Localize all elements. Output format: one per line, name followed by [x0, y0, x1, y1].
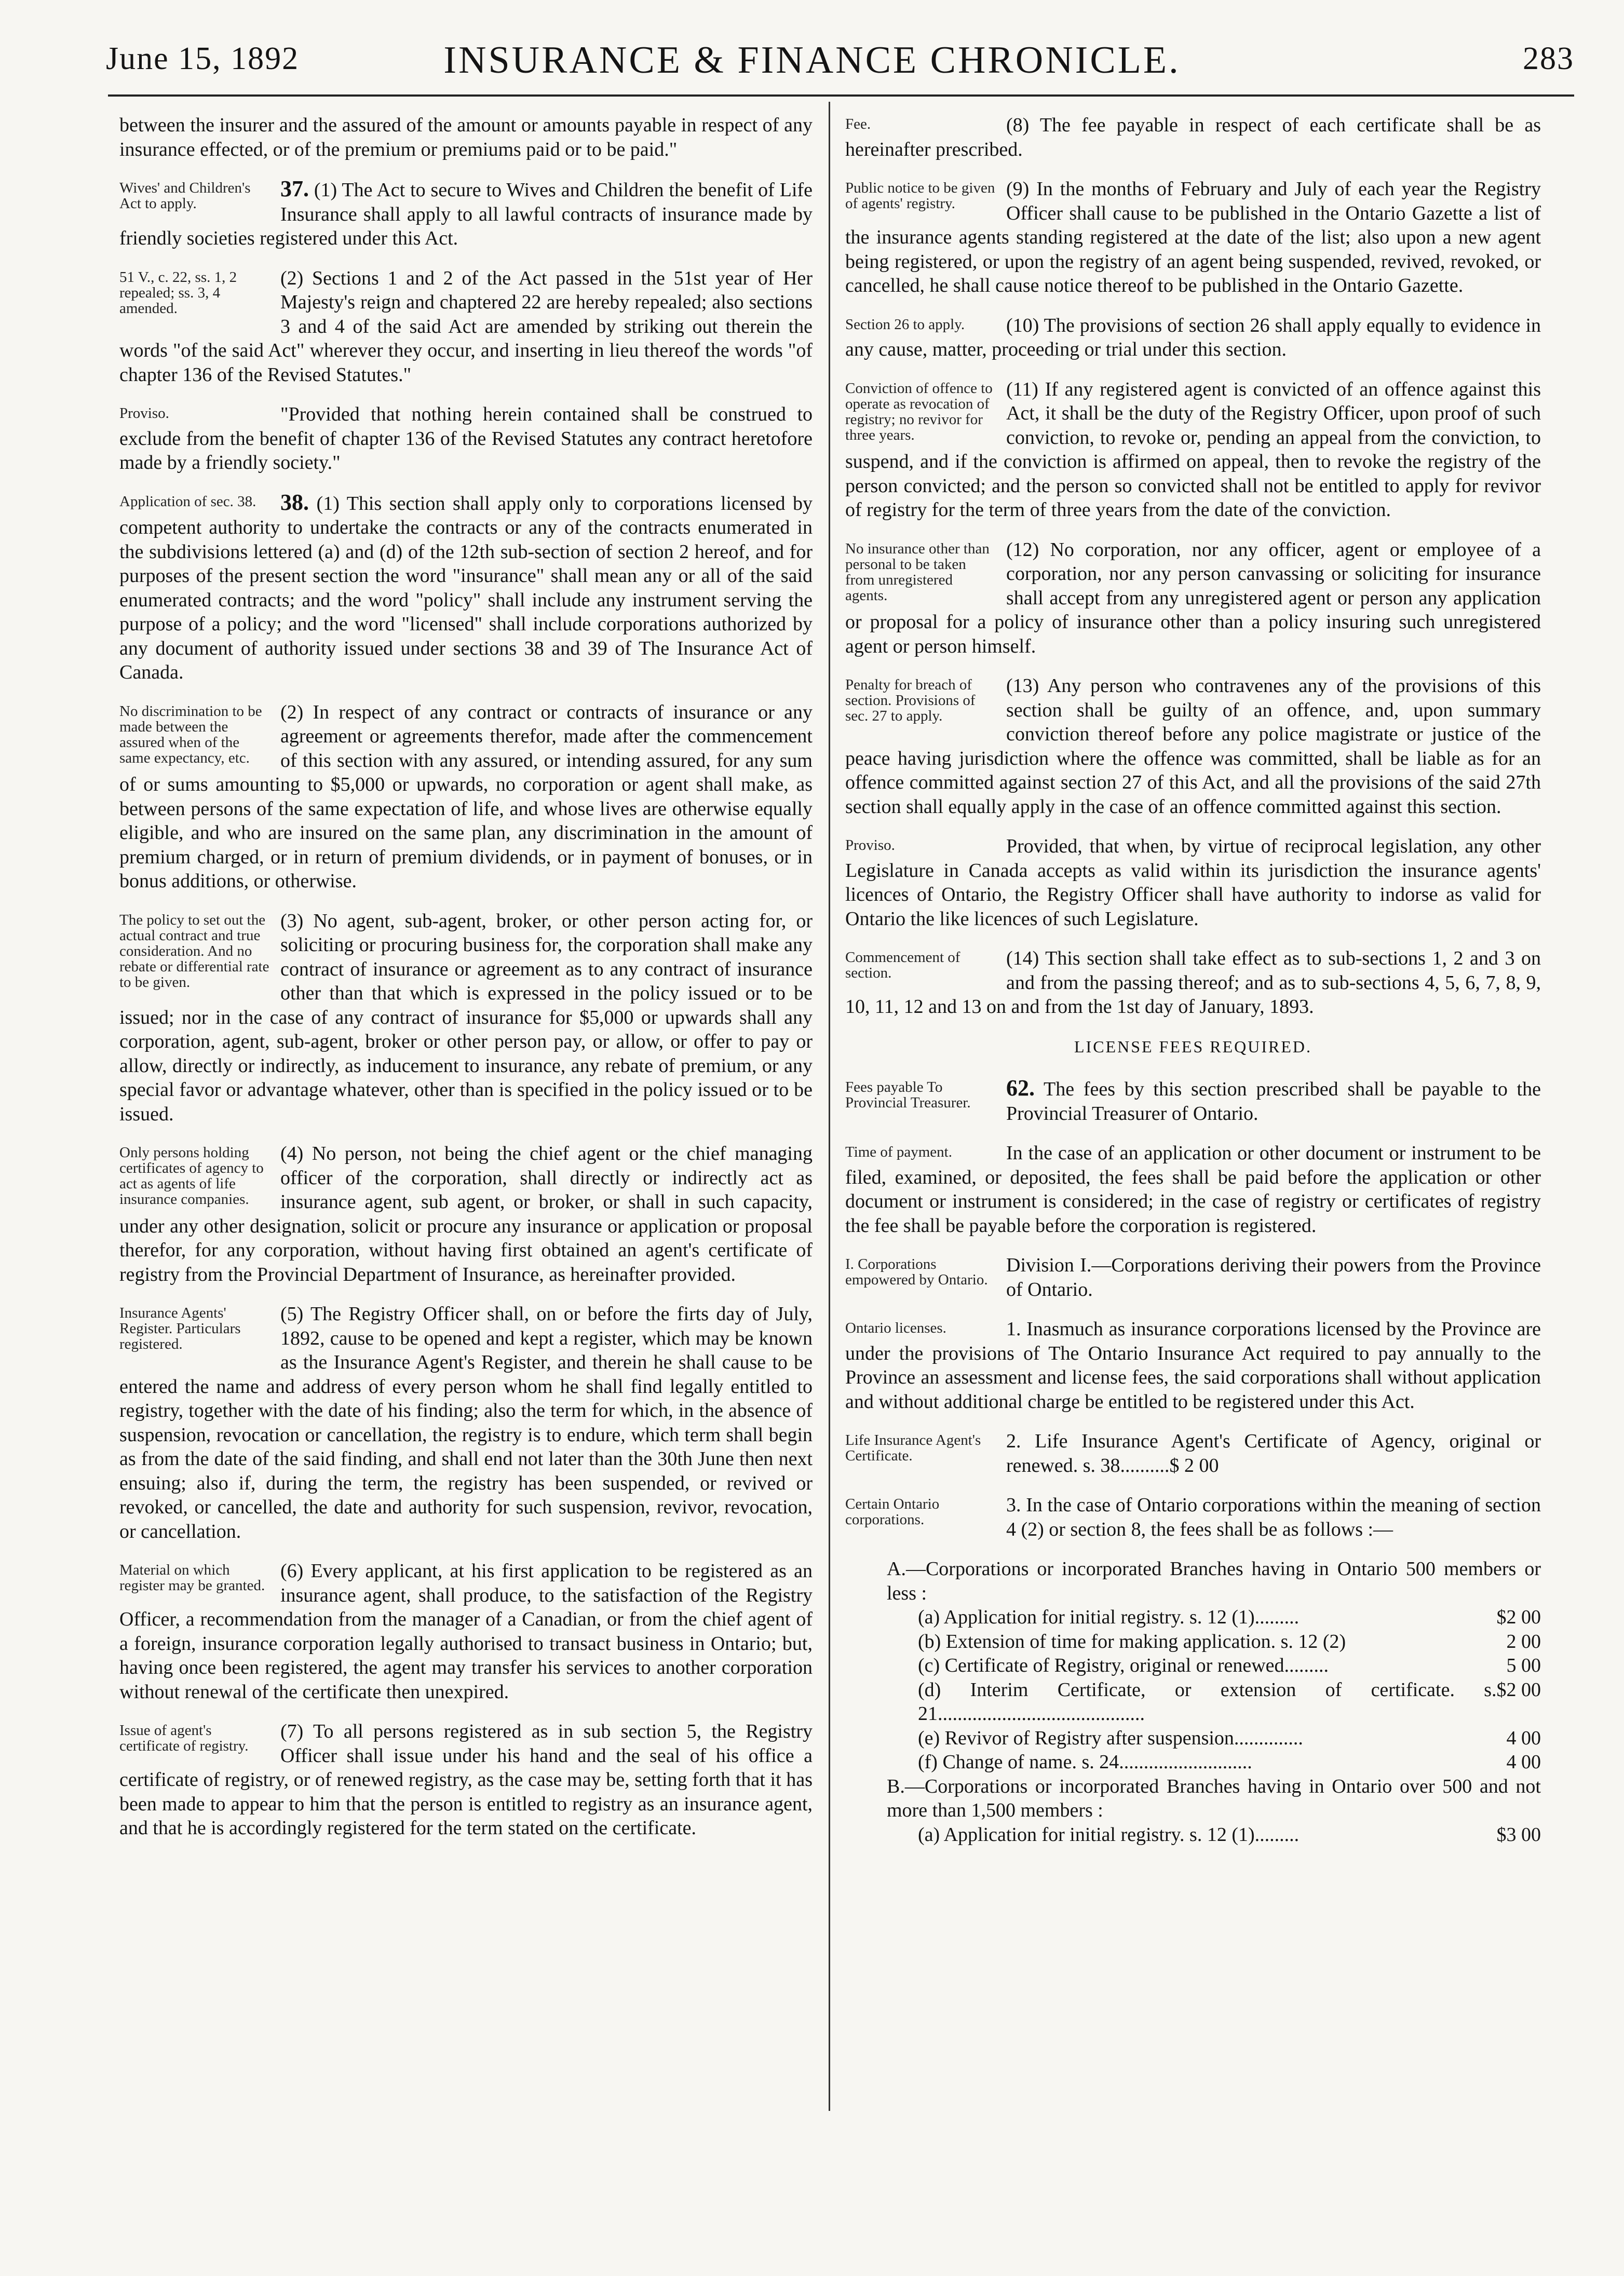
margin-note: Ontario licenses.: [845, 1320, 946, 1336]
fee-group-heading: A.—Corporations or incorporated Branches having in Ontario 500 members or less :: [887, 1558, 1541, 1604]
section-block: [845, 1141, 1541, 1238]
fee-schedule: [887, 1557, 1541, 1847]
section-block: [119, 1719, 813, 1840]
section-block: [119, 1302, 813, 1543]
section-block: [845, 834, 1541, 931]
section-body: Division I.—Corporations deriving their powers from the Province of Ontario.: [1006, 1254, 1541, 1300]
fee-row: [887, 1654, 1541, 1678]
fee-label: (f) Change of name. s. 24...........................: [918, 1751, 1252, 1773]
margin-note: Proviso.: [845, 837, 895, 853]
section-block: [845, 177, 1541, 298]
section-body: (2) Sections 1 and 2 of the Act passed in the 51st year of Her Majesty's reign and chaptered 22 are hereby repealed; also sections 3 and 4 of the said Act are amended by striking out therein the words "of the said Act" wherever they occur, and inserting in lieu thereof the words "of chapter 136 of the Revised Statutes.": [119, 267, 813, 386]
margin-note: Fees payable To Provincial Treasurer.: [845, 1079, 971, 1111]
section-body: 3. In the case of Ontario corporations within the meaning of section 4 (2) or section 8, the fees shall be as follows :—: [1006, 1494, 1541, 1540]
margin-note: Only persons holding certificates of agency to act as agents of life insurance companies.: [119, 1144, 264, 1208]
margin-note: Commencement of section.: [845, 949, 960, 981]
fee-row: [887, 1823, 1541, 1847]
margin-note: Material on which register may be granted.: [119, 1562, 265, 1594]
margin-note: Time of payment.: [845, 1144, 952, 1160]
section-body: (6) Every applicant, at his first application to be registered as an insurance agent, shall produce, to the satisfaction of the Registry Officer, a recommendation from the manager of a Canadian, or from the chief agent of a foreign, insurance corporation legally authorised to transact business in Ontario; but, having once been registered, the agent may transfer his services to another corporation without renewal of the certificate then unexpired.: [119, 1560, 813, 1703]
margin-note: Conviction of offence to operate as revocation of registry; no revivor for three years.: [845, 380, 993, 443]
section-body: (1) This section shall apply only to corporations licensed by competent authority to undertake the contracts or any of the contracts enumerated in the subdivisions lettered (a) and (d) of the 12th sub-section of section 2 hereof, and for purposes of the present section the word "insurance" shall mean any or all of the said enumerated contracts; and the word "policy" shall include any instrument serving the purpose of a policy; and the word "licensed" shall include corporations authorized by any document of authority issued under sections 38 and 39 of The Insurance Act of Canada.: [119, 492, 813, 683]
section-body: In the case of an application or other document or instrument to be filed, examined, or deposited, the fees shall be paid before the application or other document or instrument is considered; in the case of registry or certificates of registry the fee shall be payable before the corporation is registered.: [845, 1142, 1541, 1237]
page-number: 283: [1523, 41, 1574, 76]
section-block: [845, 1429, 1541, 1478]
margin-note: Section 26 to apply.: [845, 316, 965, 333]
section-body: (12) No corporation, nor any officer, agent or employee of a corporation, nor any person canvassing or soliciting for insurance shall accept from any unregistered agent or person any application or proposal for a policy of insurance other than a policy insuring such unregistered agent or person himself.: [845, 538, 1541, 657]
section-text: [119, 113, 813, 161]
fee-label: (b) Extension of time for making application. s. 12 (2): [918, 1630, 1346, 1652]
margin-note: Proviso.: [119, 405, 169, 422]
margin-note: Certain Ontario corporations.: [845, 1496, 940, 1528]
section-block: [119, 491, 813, 685]
right-column: [845, 113, 1541, 1847]
section-block: [845, 377, 1541, 522]
section-block: [845, 1493, 1541, 1541]
section-body: (10) The provisions of section 26 shall apply equally to evidence in any cause, matter, proceeding or trial under this section.: [845, 314, 1541, 360]
fee-row: [887, 1630, 1541, 1654]
section-block: [845, 946, 1541, 1019]
section-block: [845, 314, 1541, 362]
fee-amount: $3 00: [1496, 1823, 1541, 1846]
margin-note: Wives' and Children's Act to apply.: [119, 180, 251, 212]
section-body: The fees by this section prescribed shall be payable to the Provincial Treasurer of Ontario.: [1006, 1078, 1541, 1125]
section-block: [119, 266, 813, 387]
margin-note: Application of sec. 38.: [119, 493, 256, 510]
section-block: [119, 1142, 813, 1286]
fee-row: [887, 1605, 1541, 1630]
margin-note: Insurance Agents' Register. Particulars registered.: [119, 1305, 241, 1352]
fee-row: [887, 1750, 1541, 1774]
section-block: [119, 402, 813, 475]
fee-amount: 2 00: [1506, 1630, 1541, 1652]
section-number: 38.: [280, 489, 309, 515]
left-column: [119, 113, 813, 1856]
section-block: [119, 909, 813, 1127]
section-block: [845, 538, 1541, 659]
section-block: [845, 113, 1541, 161]
fee-row: [887, 1678, 1541, 1726]
section-block: [119, 177, 813, 251]
fee-label: (a) Application for initial registry. s. 12 (1).........: [918, 1823, 1300, 1846]
section-body: (5) The Registry Officer shall, on or before the firts day of July, 1892, cause to be opened and kept a register, which may be known as the Insurance Agent's Register, and therein he shall cause to be entered the name and address of every person whom he shall find legally entitled to registry, together with the date of his finding; also the term for which, in the absence of suspension, revocation or cancellation, the registry is to endure, which term shall begin as from the date of the said finding, and shall end not later than the 30th June then next ensuing; also if, during the term, the registry has been suspended, or revived or revoked, or cancelled, the date and authority for such suspension, revivor, revocation, or cancellation.: [119, 1303, 813, 1542]
header-rule: [108, 94, 1574, 97]
section-body: "Provided that nothing herein contained shall be construed to exclude from the benefit of chapter 136 of the Revised Statutes any contract heretofore made by a friendly society.": [119, 403, 813, 473]
section-body: (13) Any person who contravenes any of the provisions of this section shall be guilty of an offence, and, upon summary conviction thereof before any police magistrate or justice of the peace having jurisdiction where the offence was committed, shall be liable as for an offence committed against section 27 of this Act, and all the provisions of the said 27th section shall equally apply in the case of an offence committed against this section.: [845, 675, 1541, 818]
margin-note: 51 V., c. 22, ss. 1, 2 repealed; ss. 3, 4 amended.: [119, 268, 237, 317]
masthead-title: INSURANCE & FINANCE CHRONICLE.: [443, 39, 1181, 82]
margin-note: No insurance other than personal to be taken from unregistered agents.: [845, 540, 990, 604]
margin-note: No discrimination to be made between the assured when of the same expectancy, etc.: [119, 702, 262, 766]
section-number: 62.: [1006, 1075, 1035, 1101]
fee-amount: $2 00: [1496, 1606, 1541, 1628]
section-block: [845, 1076, 1541, 1126]
fee-amount: 4 00: [1506, 1751, 1541, 1773]
fee-label: (d) Interim Certificate, or extension of certificate. s. 21..........................................: [918, 1678, 1497, 1725]
section-body: (11) If any registered agent is convicted of an offence against this Act, it shall be the duty of the Registry Officer, upon proof of such conviction, to revoke or, pending an appeal from the conviction, to suspend, and if the conviction is affirmed on appeal, then to revoke the registry of the person convicted; and the person so convicted shall not be entitled to apply for revivor of registry for the term of three years from the date of the conviction.: [845, 378, 1541, 521]
section-body: (9) In the months of February and July of each year the Registry Officer shall cause to be published in the Ontario Gazette a list of the insurance agents standing registered at the date of the list; also upon a new agent being registered, or upon the registry of an agent being suspended, revived, revoked, or cancelled, he shall cause notice thereof to be published in the Ontario Gazette.: [845, 178, 1541, 296]
section-body: between the insurer and the assured of the amount or amounts payable in respect of any insurance effected, or of the premium or premiums paid or to be paid.": [119, 114, 813, 160]
section-body: (8) The fee payable in respect of each certificate shall be as hereinafter prescribed.: [845, 114, 1541, 160]
section-body: 1. Inasmuch as insurance corporations licensed by the Province are under the provisions of The Ontario Insurance Act required to pay annually to the Province an assessment and license fees, the said corporations shall without application and without additional charge be entitled to be registered under this Act.: [845, 1318, 1541, 1413]
section-body: (2) In respect of any contract or contracts of insurance or any agreement or agreements therefor, made after the commencement of this section with any assured, or intending assured, for any sum of or sums amounting to $5,000 or upwards, no corporation or agent shall make, as between persons of the same expectation of life, and whose lives are otherwise equally eligible, and who are insured on the same plan, any discrimination in the amount of premium charged, or in return of premium dividends, or in payment of bonuses, or in bonus additions, or otherwise.: [119, 701, 813, 892]
section-block: [845, 1253, 1541, 1302]
section-block: [845, 1317, 1541, 1414]
margin-note: Life Insurance Agent's Certificate.: [845, 1432, 981, 1464]
margin-note: Fee.: [845, 116, 871, 132]
section-block: [119, 700, 813, 893]
margin-note: Penalty for breach of section. Provisions of sec. 27 to apply.: [845, 676, 976, 724]
fee-amount: 5 00: [1506, 1655, 1541, 1676]
margin-note: Issue of agent's certificate of registry.: [119, 1722, 249, 1754]
section-block: [845, 674, 1541, 819]
fee-label: (a) Application for initial registry. s. 12 (1).........: [918, 1606, 1300, 1628]
section-body: (3) No agent, sub-agent, broker, or other person acting for, or soliciting or procuring business for, the corporation shall make any contract of insurance or agreement as to any contract of insurance other than that which is expressed in the policy issued or to be issued; nor in the case of any contract of insurance for $5,000 or upwards shall any corporation, agent, sub-agent, broker or other person pay, or allow, or offer to pay or allow, directly or indirectly, as inducement to insurance, any rebate of premium, or any special favor or advantage whatever, other than is specified in the policy issued or to be issued.: [119, 910, 813, 1125]
section-body: (14) This section shall take effect as to sub-sections 1, 2 and 3 on and from the passing thereof; and as to sub-sections 4, 5, 6, 7, 8, 9, 10, 11, 12 and 13 on and from the 1st day of January, 1893.: [845, 947, 1541, 1018]
margin-note: I. Corporations empowered by Ontario.: [845, 1256, 988, 1288]
section-block: [119, 113, 813, 161]
margin-note: The policy to set out the actual contract and true consideration. And no rebate or differential rate to be given.: [119, 911, 269, 991]
fee-label: (c) Certificate of Registry, original or renewed.........: [918, 1655, 1329, 1676]
fee-label: (e) Revivor of Registry after suspension..............: [918, 1727, 1303, 1749]
column-divider: [829, 102, 830, 2111]
section-body: (4) No person, not being the chief agent or the chief managing officer of the corporation, shall directly or indirectly act as insurance agent, sub agent, or broker, or shall in such capacity, under any other designation, solicit or procure any insurance or application or proposal therefor, for any corporation, without having first obtained an agent's certificate of registry from the Provincial Department of Insurance, as hereinafter provided.: [119, 1143, 813, 1285]
section-body: (7) To all persons registered as in sub section 5, the Registry Officer shall issue under his hand and the seal of his office a certificate of registry, or of renewed registry, as the case may be, setting forth that it has been made to appear to him that the person is entitled to registry as an insurance agent, and that he is accordingly registered for the term stated on the certificate.: [119, 1720, 813, 1839]
section-number: 37.: [280, 176, 309, 201]
section-block: [119, 1559, 813, 1704]
issue-date: June 15, 1892: [106, 41, 300, 76]
section-body: Provided, that when, by virtue of reciprocal legislation, any other Legislature in Canada accepts as valid within its jurisdiction the insurance agents' licences of Ontario, the Registry Officer shall have authority to indorse as valid for Ontario the like licences of such Legislature.: [845, 835, 1541, 930]
section-body: 2. Life Insurance Agent's Certificate of Agency, original or renewed. s. 38..........$ 2 00: [1006, 1430, 1541, 1476]
fee-group-heading: B.—Corporations or incorporated Branches having in Ontario over 500 and not more than 1,500 members :: [887, 1775, 1541, 1821]
section-body: (1) The Act to secure to Wives and Children the benefit of Life Insurance shall apply to all lawful contracts of insurance made by friendly societies registered under this Act.: [119, 179, 813, 249]
section-heading: LICENSE FEES REQUIRED.: [1074, 1037, 1312, 1056]
margin-note: Public notice to be given of agents' registry.: [845, 180, 995, 212]
fee-amount: 4 00: [1506, 1727, 1541, 1749]
section-text: [119, 491, 813, 685]
fee-row: [887, 1726, 1541, 1751]
fee-amount: $2 00: [1496, 1678, 1541, 1701]
